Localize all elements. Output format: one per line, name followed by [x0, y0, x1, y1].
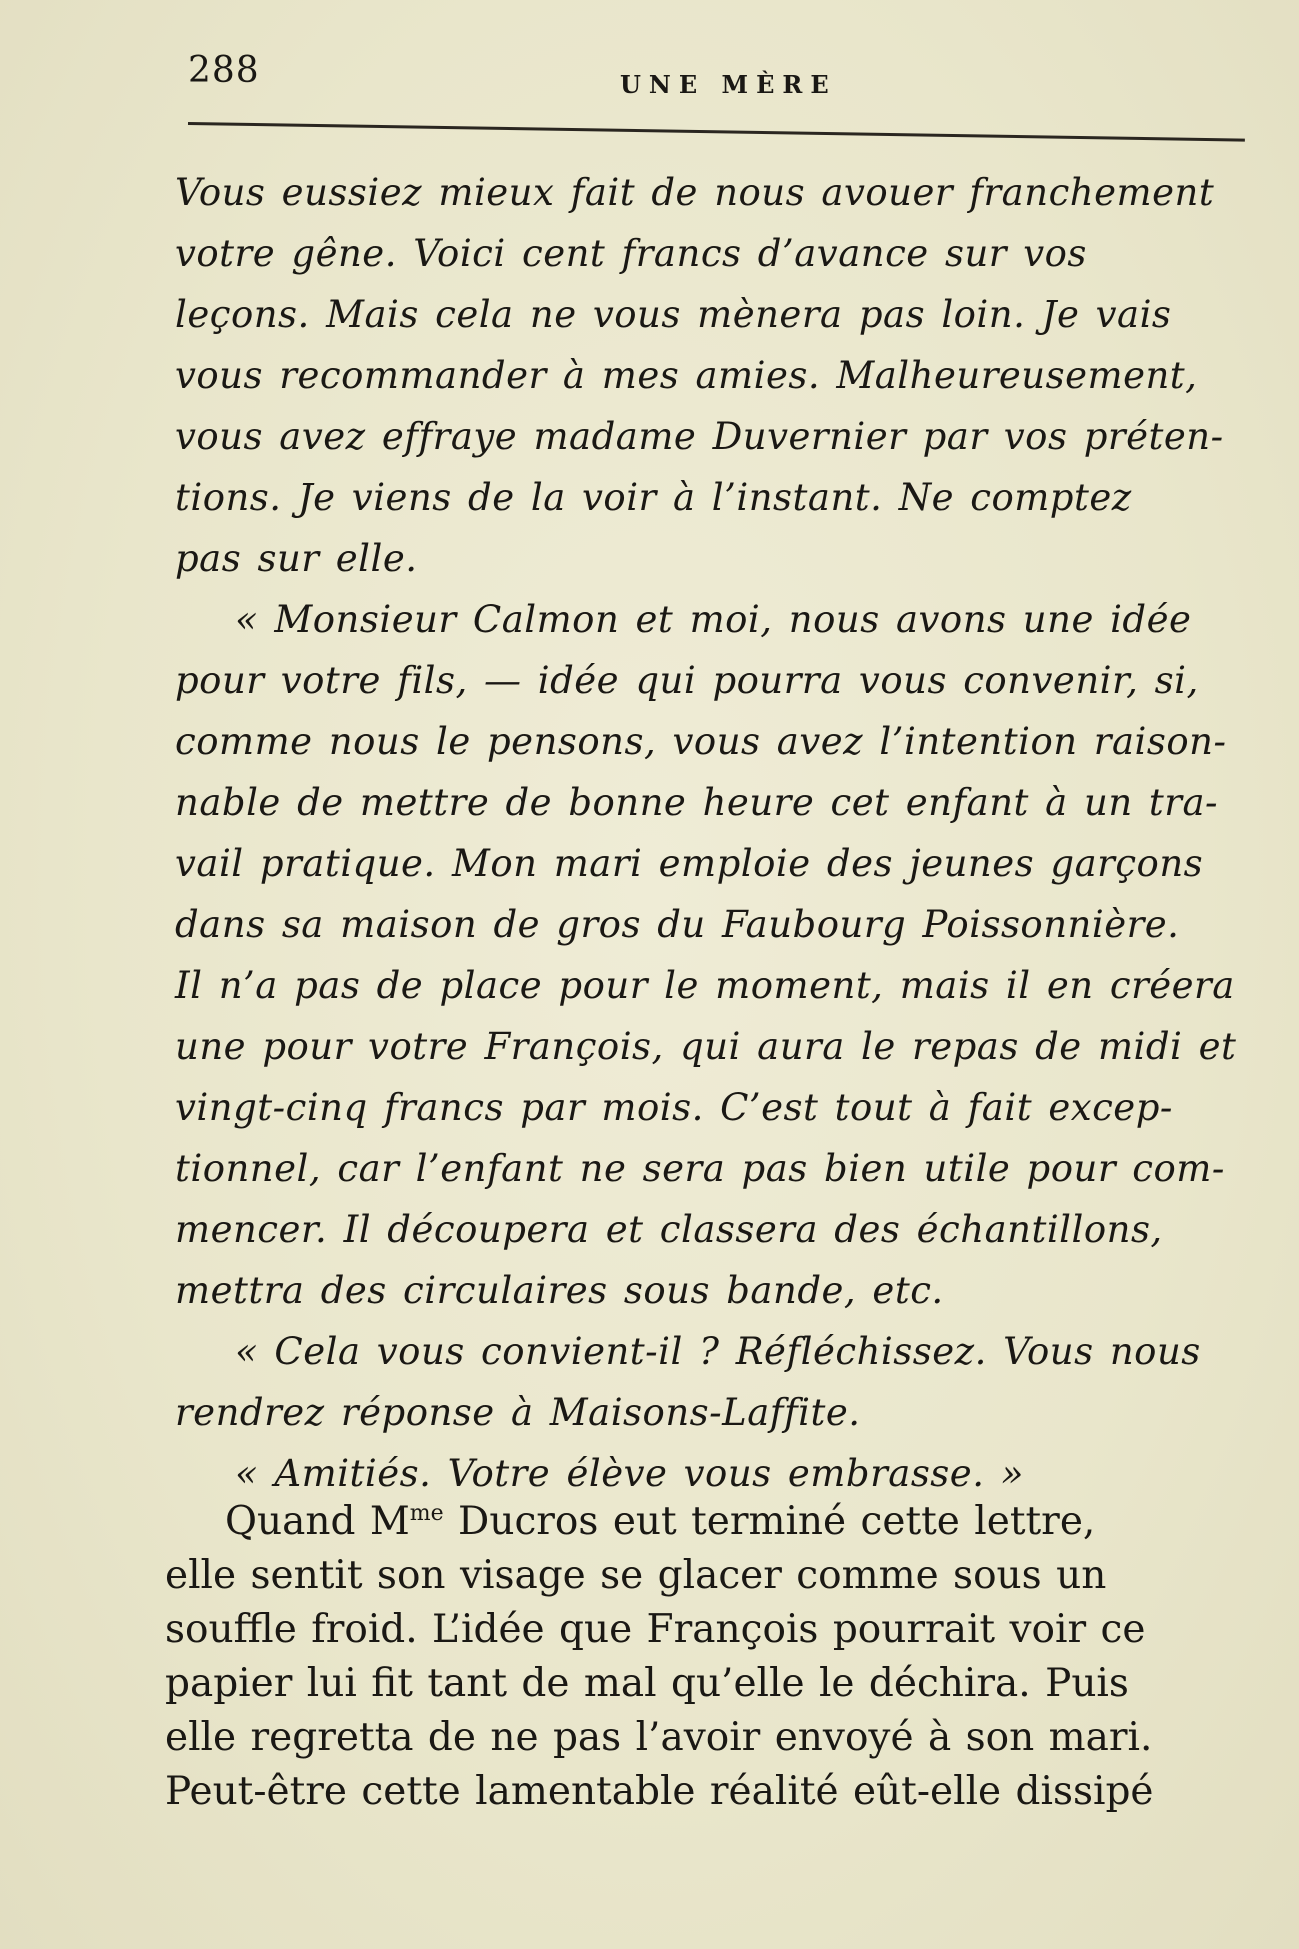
running-title: UNE MÈRE — [620, 70, 837, 99]
letter-line: Il n’a pas de place pour le moment, mais il en créera — [175, 964, 1235, 1007]
page-header — [170, 45, 1250, 99]
title-abbreviation: me — [409, 1501, 444, 1526]
narrative-line: souffle froid. L’idée que François pourrait voir ce — [165, 1607, 1146, 1652]
letter-line: dans sa maison de gros du Faubourg Poissonnière. — [175, 903, 1180, 946]
letter-line: vingt-cinq francs par mois. C’est tout à fait excep- — [175, 1086, 1173, 1129]
narrative-line: elle sentit son visage se glacer comme sous un — [165, 1553, 1107, 1598]
header-rule — [188, 122, 1245, 142]
letter-line: comme nous le pensons, vous avez l’intention raison- — [175, 720, 1227, 763]
narrative-first-line — [165, 1495, 1245, 1549]
letter-line: « Cela vous convient-il ? Réfléchissez. Vous nous — [235, 1330, 1201, 1373]
letter-line: une pour votre François, qui aura le repas de midi et — [175, 1025, 1237, 1068]
narrative-line: elle regretta de ne pas l’avoir envoyé à son mari. — [165, 1715, 1153, 1760]
letter-line: « Monsieur Calmon et moi, nous avons une idée — [235, 598, 1192, 641]
narrative-line: papier lui fit tant de mal qu’elle le déchira. Puis — [165, 1661, 1129, 1706]
narrative-text — [165, 1495, 1245, 1819]
letter-line: Vous eussiez mieux fait de nous avouer franchement — [175, 171, 1215, 214]
letter-line: votre gêne. Voici cent francs d’avance sur vos — [175, 232, 1087, 275]
narrative-first-line-start: Quand M — [225, 1499, 410, 1544]
narrative-first-line-end: Ducros eut terminé cette lettre, — [443, 1499, 1096, 1544]
letter-line: tionnel, car l’enfant ne sera pas bien utile pour com- — [175, 1147, 1225, 1190]
letter-line: tions. Je viens de la voir à l’instant. Ne comptez — [175, 476, 1132, 519]
letter-line: vous recommander à mes amies. Malheureusement, — [175, 354, 1198, 397]
letter-line: vail pratique. Mon mari emploie des jeunes garçons — [175, 842, 1204, 885]
narrative-line: Peut-être cette lamentable réalité eût-elle dissipé — [165, 1769, 1154, 1814]
letter-line: nable de mettre de bonne heure cet enfant à un tra- — [175, 781, 1219, 824]
letter-line: mencer. Il découpera et classera des échantillons, — [175, 1208, 1163, 1251]
page-number: 288 — [188, 50, 260, 91]
letter-line: leçons. Mais cela ne vous mènera pas loin. Je vais — [175, 293, 1172, 336]
letter-line: rendrez réponse à Maisons-Laffite. — [175, 1391, 861, 1434]
letter-text — [175, 162, 1255, 1504]
letter-line: pas sur elle. — [175, 537, 418, 580]
letter-line: « Amitiés. Votre élève vous embrasse. » — [235, 1452, 1024, 1495]
letter-line: mettra des circulaires sous bande, etc. — [175, 1269, 944, 1312]
letter-line: vous avez effraye madame Duvernier par vos préten- — [175, 415, 1224, 458]
letter-line: pour votre fils, — idée qui pourra vous convenir, si, — [175, 659, 1199, 702]
